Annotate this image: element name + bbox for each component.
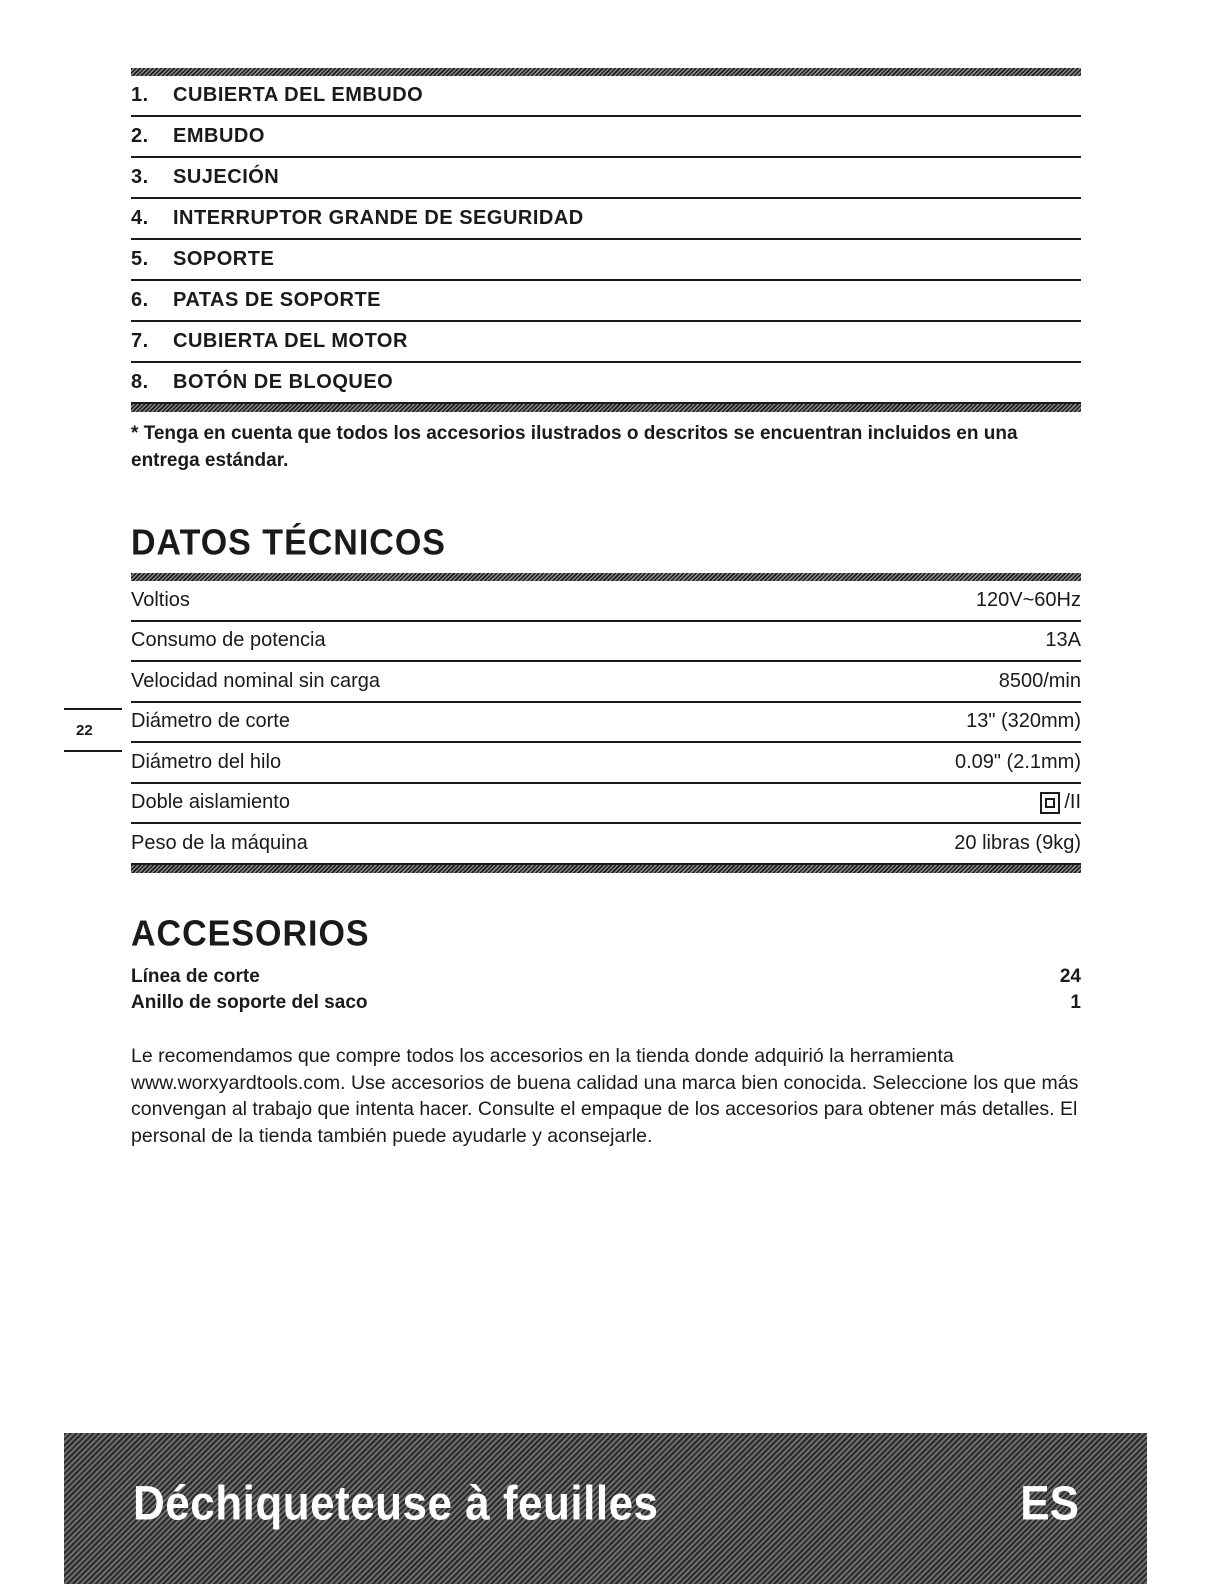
parts-list-item [131, 322, 1081, 363]
parts-list-item [131, 76, 1081, 117]
part-label: INTERRUPTOR GRANDE DE SEGURIDAD [173, 207, 584, 229]
parts-list-item [131, 117, 1081, 158]
part-number: 4. [131, 207, 149, 229]
part-number: 6. [131, 289, 149, 311]
spec-row [131, 662, 1081, 703]
spec-value: 13A [1045, 629, 1081, 652]
parts-list-item [131, 240, 1081, 281]
section-title-accessories: ACCESORIOS [131, 914, 370, 954]
part-number: 7. [131, 330, 149, 352]
accessory-label: Anillo de soporte del saco [131, 992, 368, 1013]
accessories-list [131, 964, 1081, 1016]
accessories-paragraph: Le recomendamos que compre todos los accesorios en la tienda donde adquirió la herramienta www.worxyardtools.com. Use accesorios de buena calidad una marca bien conocida. Seleccione los que más convengan al trabajo que intenta hacer. Consulte el empaque de los accesorios para obtener más detalles. El personal de la tienda también puede ayudarle y aconsejarle. [131, 1045, 1079, 1147]
hatched-rule [131, 68, 1081, 76]
spec-row [131, 824, 1081, 865]
spec-label: Doble aislamiento [131, 791, 290, 814]
hatched-rule [131, 404, 1081, 412]
accessories-note: * Tenga en cuenta que todos los accesorios ilustrados o descritos se encuentran incluidos en una entrega estándar. [131, 423, 1018, 471]
spec-row [131, 581, 1081, 622]
page-number: 22 [64, 708, 122, 752]
parts-list-item [131, 281, 1081, 322]
part-number: 2. [131, 125, 149, 147]
spec-label: Velocidad nominal sin carga [131, 669, 381, 692]
spec-label: Diámetro del hilo [131, 750, 282, 773]
parts-list-item [131, 199, 1081, 240]
accessory-label: Línea de corte [131, 966, 260, 987]
part-label: EMBUDO [173, 125, 265, 147]
parts-list-item [131, 158, 1081, 199]
spec-row [131, 784, 1081, 825]
spec-value-text: /II [1064, 791, 1081, 814]
spec-value: 120V~60Hz [975, 588, 1081, 611]
footer-banner [64, 1433, 1147, 1584]
part-label: SUJECIÓN [173, 166, 280, 188]
spec-value: 20 libras (9kg) [954, 831, 1081, 854]
accessory-item [131, 990, 1081, 1016]
spec-label: Diámetro de corte [131, 710, 290, 733]
section-title-tech: DATOS TÉCNICOS [131, 523, 446, 563]
part-number: 1. [131, 84, 149, 106]
hatched-rule [131, 573, 1081, 581]
language-code: ES [1020, 1476, 1079, 1531]
parts-list [131, 68, 1081, 412]
part-number: 8. [131, 371, 149, 393]
accessory-qty: 1 [1070, 992, 1081, 1013]
spec-value: 8500/min [998, 669, 1081, 692]
double-insulation-icon [1040, 792, 1060, 814]
accessory-item [131, 964, 1081, 990]
spec-label: Peso de la máquina [131, 831, 308, 854]
spec-value: 13" (320mm) [966, 710, 1081, 733]
part-label: SOPORTE [173, 248, 275, 270]
spec-value: 0.09" (2.1mm) [954, 750, 1081, 773]
parts-list-item [131, 363, 1081, 404]
spec-label: Voltios [131, 588, 190, 611]
spec-value [1040, 791, 1081, 814]
spec-row [131, 622, 1081, 663]
part-label: BOTÓN DE BLOQUEO [173, 371, 394, 393]
part-label: CUBIERTA DEL MOTOR [173, 330, 408, 352]
part-number: 3. [131, 166, 149, 188]
part-number: 5. [131, 248, 149, 270]
footer-title: Déchiqueteuse à feuilles [133, 1476, 659, 1531]
part-label: PATAS DE SOPORTE [173, 289, 382, 311]
spec-row [131, 743, 1081, 784]
hatched-rule [131, 865, 1081, 873]
spec-row [131, 703, 1081, 744]
part-label: CUBIERTA DEL EMBUDO [173, 84, 424, 106]
tech-specs-table [131, 573, 1081, 873]
spec-label: Consumo de potencia [131, 629, 326, 652]
accessory-qty: 24 [1059, 966, 1081, 987]
